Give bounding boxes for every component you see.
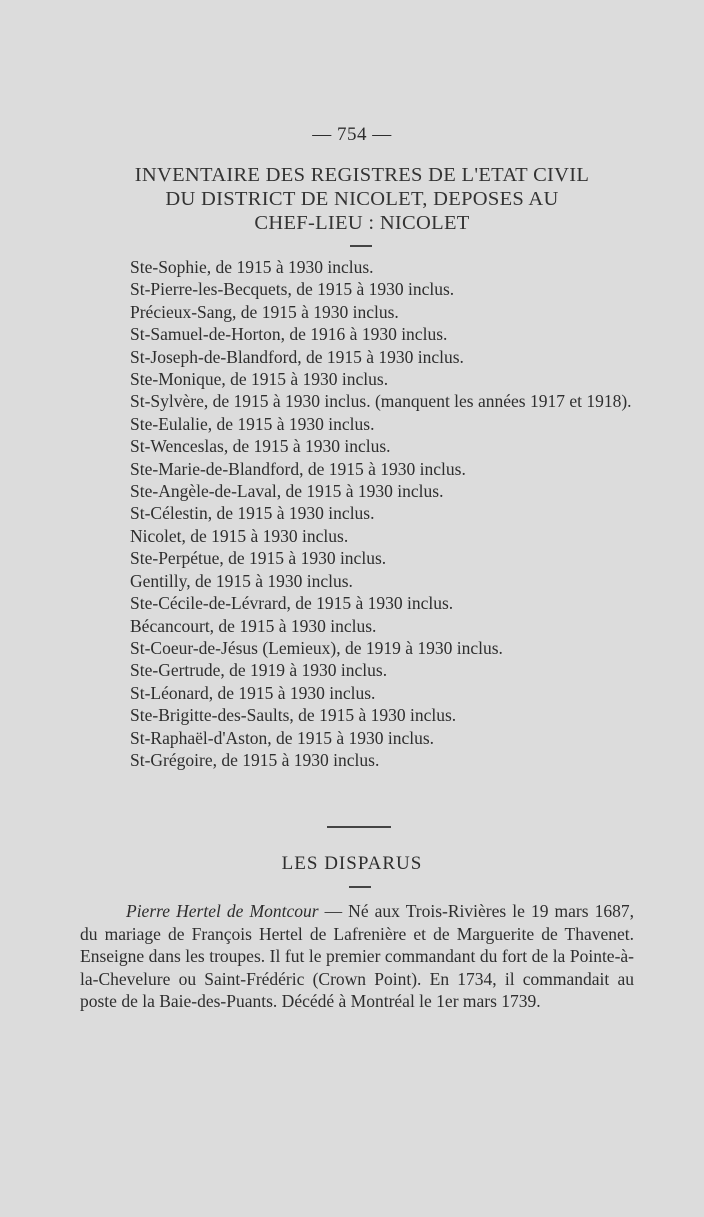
list-item: St-Wenceslas, de 1915 à 1930 inclus. (130, 436, 391, 457)
list-item: St-Samuel-de-Horton, de 1916 à 1930 inclus. (130, 324, 448, 345)
section-separator (327, 826, 391, 828)
list-item: Ste-Eulalie, de 1915 à 1930 inclus. (130, 413, 375, 434)
list-item: Ste-Cécile-de-Lévrard, de 1915 à 1930 inclus. (130, 593, 454, 614)
list-item: Nicolet, de 1915 à 1930 inclus. (130, 525, 349, 546)
section-title-divider (349, 886, 371, 888)
biography-paragraph (80, 900, 634, 1013)
list-item: St-Joseph-de-Blandford, de 1915 à 1930 inclus. (130, 346, 464, 367)
section-title: LES DISPARUS (281, 853, 423, 874)
list-item: St-Sylvère, de 1915 à 1930 inclus. (manquent les années 1917 et 1918). (130, 391, 632, 412)
list-item: Ste-Brigitte-des-Saults, de 1915 à 1930 inclus. (130, 705, 457, 726)
list-item: Ste-Gertrude, de 1919 à 1930 inclus. (130, 660, 388, 681)
list-item: St-Grégoire, de 1915 à 1930 inclus. (130, 749, 380, 770)
list-item: Ste-Angèle-de-Laval, de 1915 à 1930 inclus. (130, 481, 444, 502)
list-item: Ste-Perpétue, de 1915 à 1930 inclus. (130, 548, 387, 569)
heading-divider (350, 245, 372, 247)
biography-text: — Né aux Trois-Rivières le 19 mars 1687, du mariage de François Hertel de Lafrenière et de Marguerite de Thavenet. Enseigne dans les troupes. Il fut le premier commandant du fort de la Pointe-à-la-Chevelure ou Saint-Frédéric (Crown Point). En 1734, il commandait au poste de la Baie-des-Puants. Décédé à Montréal le 1er mars 1739. (80, 901, 634, 1012)
heading-line: DU DISTRICT DE NICOLET, DEPOSES AU (165, 188, 559, 210)
inventory-heading (60, 163, 664, 235)
list-item: Ste-Monique, de 1915 à 1930 inclus. (130, 369, 389, 390)
list-item: Gentilly, de 1915 à 1930 inclus. (130, 570, 353, 591)
heading-line: INVENTAIRE DES REGISTRES DE L'ETAT CIVIL (134, 164, 590, 186)
heading-line: CHEF-LIEU : NICOLET (254, 212, 470, 234)
list-item: Ste-Sophie, de 1915 à 1930 inclus. (130, 257, 374, 277)
page-number: — 754 — (312, 124, 392, 145)
list-item: St-Pierre-les-Becquets, de 1915 à 1930 inclus. (130, 279, 455, 300)
inventory-list (78, 256, 638, 771)
list-item: St-Célestin, de 1915 à 1930 inclus. (130, 503, 375, 524)
list-item: Ste-Marie-de-Blandford, de 1915 à 1930 inclus. (130, 458, 466, 479)
list-item: Bécancourt, de 1915 à 1930 inclus. (130, 615, 377, 636)
list-item: St-Raphaël-d'Aston, de 1915 à 1930 inclus. (130, 727, 435, 748)
list-item: Précieux-Sang, de 1915 à 1930 inclus. (130, 301, 399, 322)
biography-name: Pierre Hertel de Montcour (126, 901, 319, 921)
list-item: St-Léonard, de 1915 à 1930 inclus. (130, 682, 376, 703)
list-item: St-Coeur-de-Jésus (Lemieux), de 1919 à 1930 inclus. (130, 637, 503, 658)
